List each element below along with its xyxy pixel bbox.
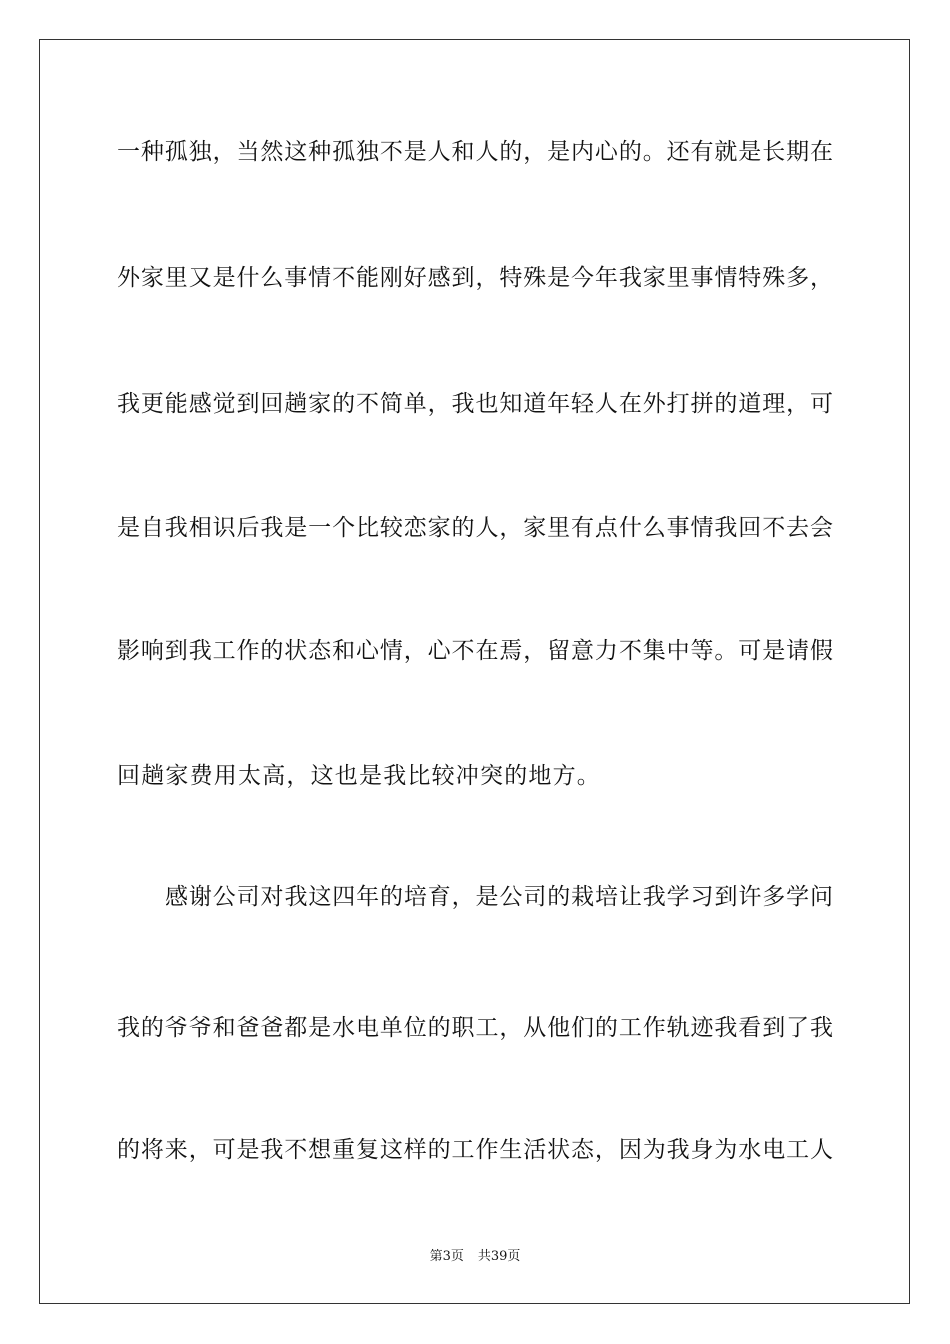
text-line: 我更能感觉到回趟家的不简单，我也知道年轻人在外打拼的道理，可 [117, 391, 833, 417]
page-total: 共39页 [477, 1249, 521, 1264]
text-line: 是自我相识后我是一个比较恋家的人，家里有点什么事情我回不去会 [117, 515, 833, 541]
text-line: 影响到我工作的状态和心情，心不在焉，留意力不集中等。可是请假 [117, 638, 833, 664]
text-line: 我的爷爷和爸爸都是水电单位的职工，从他们的工作轨迹我看到了我 [117, 1015, 833, 1041]
page-footer [0, 1248, 950, 1266]
page-number: 第3页 [429, 1249, 464, 1264]
text-line: 回趟家费用太高，这也是我比较冲突的地方。 [117, 763, 601, 789]
text-line: 的将来，可是我不想重复这样的工作生活状态，因为我身为水电工人 [117, 1137, 833, 1163]
text-line: 一种孤独，当然这种孤独不是人和人的，是内心的。还有就是长期在 [117, 139, 833, 165]
page-border [39, 39, 910, 1304]
text-line: 外家里又是什么事情不能刚好感到，特殊是今年我家里事情特殊多， [117, 265, 833, 291]
paragraph-first-line: 感谢公司对我这四年的培育，是公司的栽培让我学习到许多学问 [165, 884, 833, 910]
